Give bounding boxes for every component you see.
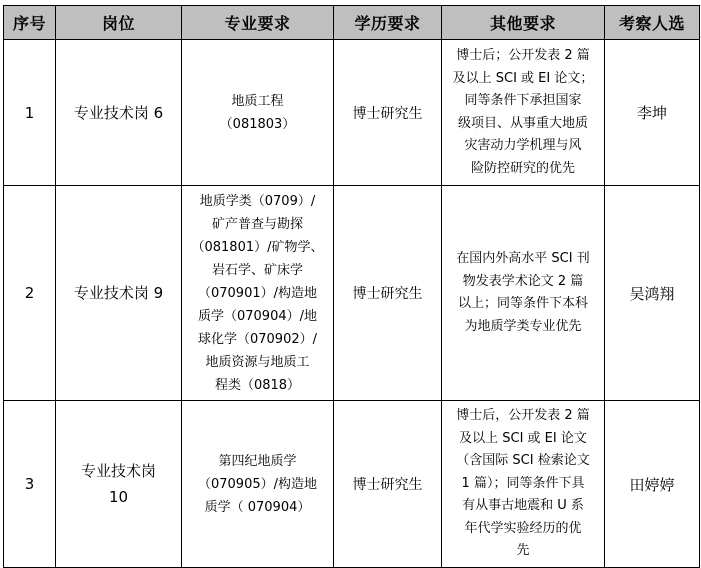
header-post: 岗位 — [56, 6, 182, 40]
post-line: 专业技术岗 — [80, 462, 156, 480]
other-line: 同等条件下承担国家 — [464, 93, 582, 108]
other-cell — [442, 186, 605, 401]
seq-cell: 2 — [4, 186, 56, 401]
person-cell: 田婷婷 — [605, 401, 700, 568]
other-line: 及以上 SCI 或 EI 论文 — [459, 430, 587, 446]
other-cell — [442, 401, 605, 568]
major-line: 球化学（070902）/ — [197, 331, 317, 347]
other-line: 及以上 SCI 或 EI 论文； — [452, 70, 594, 86]
header-major: 专业要求 — [182, 6, 334, 40]
other-line: 先 — [516, 543, 530, 559]
other-cell — [442, 40, 605, 186]
major-cell — [182, 40, 334, 186]
post-line: 专业技术岗 6 — [73, 103, 164, 122]
seq-cell: 1 — [4, 40, 56, 186]
major-line: 质学（070904）/地 — [197, 308, 317, 324]
other-line: （含国际 SCI 检索论文 — [456, 453, 590, 469]
degree-cell: 博士研究生 — [334, 401, 442, 568]
major-line: 地质工程 — [231, 93, 284, 109]
post-cell — [56, 401, 182, 568]
header-seq: 序号 — [4, 6, 56, 40]
seq-cell: 3 — [4, 401, 56, 568]
major-line: （081801）/矿物学、 — [191, 239, 324, 255]
header-degree: 学历要求 — [334, 6, 442, 40]
major-cell — [182, 401, 334, 568]
other-line: 级项目、从事重大地质 — [457, 115, 588, 131]
major-line: 岩石学、矿床学 — [211, 262, 303, 278]
major-line: 第四纪地质学 — [218, 453, 297, 469]
recruitment-table — [3, 5, 700, 568]
major-line: （070901）/构造地 — [197, 285, 317, 301]
major-line: （070905）/构造地 — [197, 476, 317, 492]
other-line: 在国内外高水平 SCI 刊 — [456, 251, 590, 266]
header-row — [4, 6, 700, 40]
header-other: 其他要求 — [442, 6, 605, 40]
other-line: 为地质学类专业优先 — [464, 318, 582, 334]
major-line: 地质资源与地质工 — [205, 354, 310, 370]
post-line: 10 — [108, 488, 129, 506]
header-person: 考察人选 — [605, 6, 700, 40]
other-line: 险防控研究的优先 — [470, 160, 575, 176]
table-row — [4, 401, 700, 568]
other-line: 物发表学术论文 2 篇 — [462, 273, 584, 289]
table-row — [4, 186, 700, 401]
table-row — [4, 40, 700, 186]
degree-cell: 博士研究生 — [334, 40, 442, 186]
major-line: （081803） — [219, 116, 296, 132]
other-line: 灾害动力学机理与风 — [464, 138, 582, 153]
post-cell — [56, 186, 182, 401]
major-cell — [182, 186, 334, 401]
person-cell: 吴鸿翔 — [605, 186, 700, 401]
person-cell: 李坤 — [605, 40, 700, 186]
degree-cell: 博士研究生 — [334, 186, 442, 401]
major-line: 矿产普查与勘探 — [211, 216, 303, 232]
other-line: 以上；同等条件下本科 — [457, 296, 588, 311]
major-line: 程类（0818） — [214, 377, 301, 393]
other-line: 年代学实验经历的优 — [464, 520, 582, 536]
post-line: 专业技术岗 9 — [73, 284, 164, 302]
other-line: 博士后，公开发表 2 篇 — [456, 408, 590, 424]
other-line: 1 篇）；同等条件下具 — [461, 475, 585, 491]
post-cell — [56, 40, 182, 186]
other-line: 博士后；公开发表 2 篇 — [456, 48, 590, 63]
major-line: 地质学类（0709）/ — [199, 193, 316, 209]
major-line: 质学（ 070904） — [204, 499, 311, 515]
other-line: 有从事古地震和 U 系 — [462, 498, 584, 514]
